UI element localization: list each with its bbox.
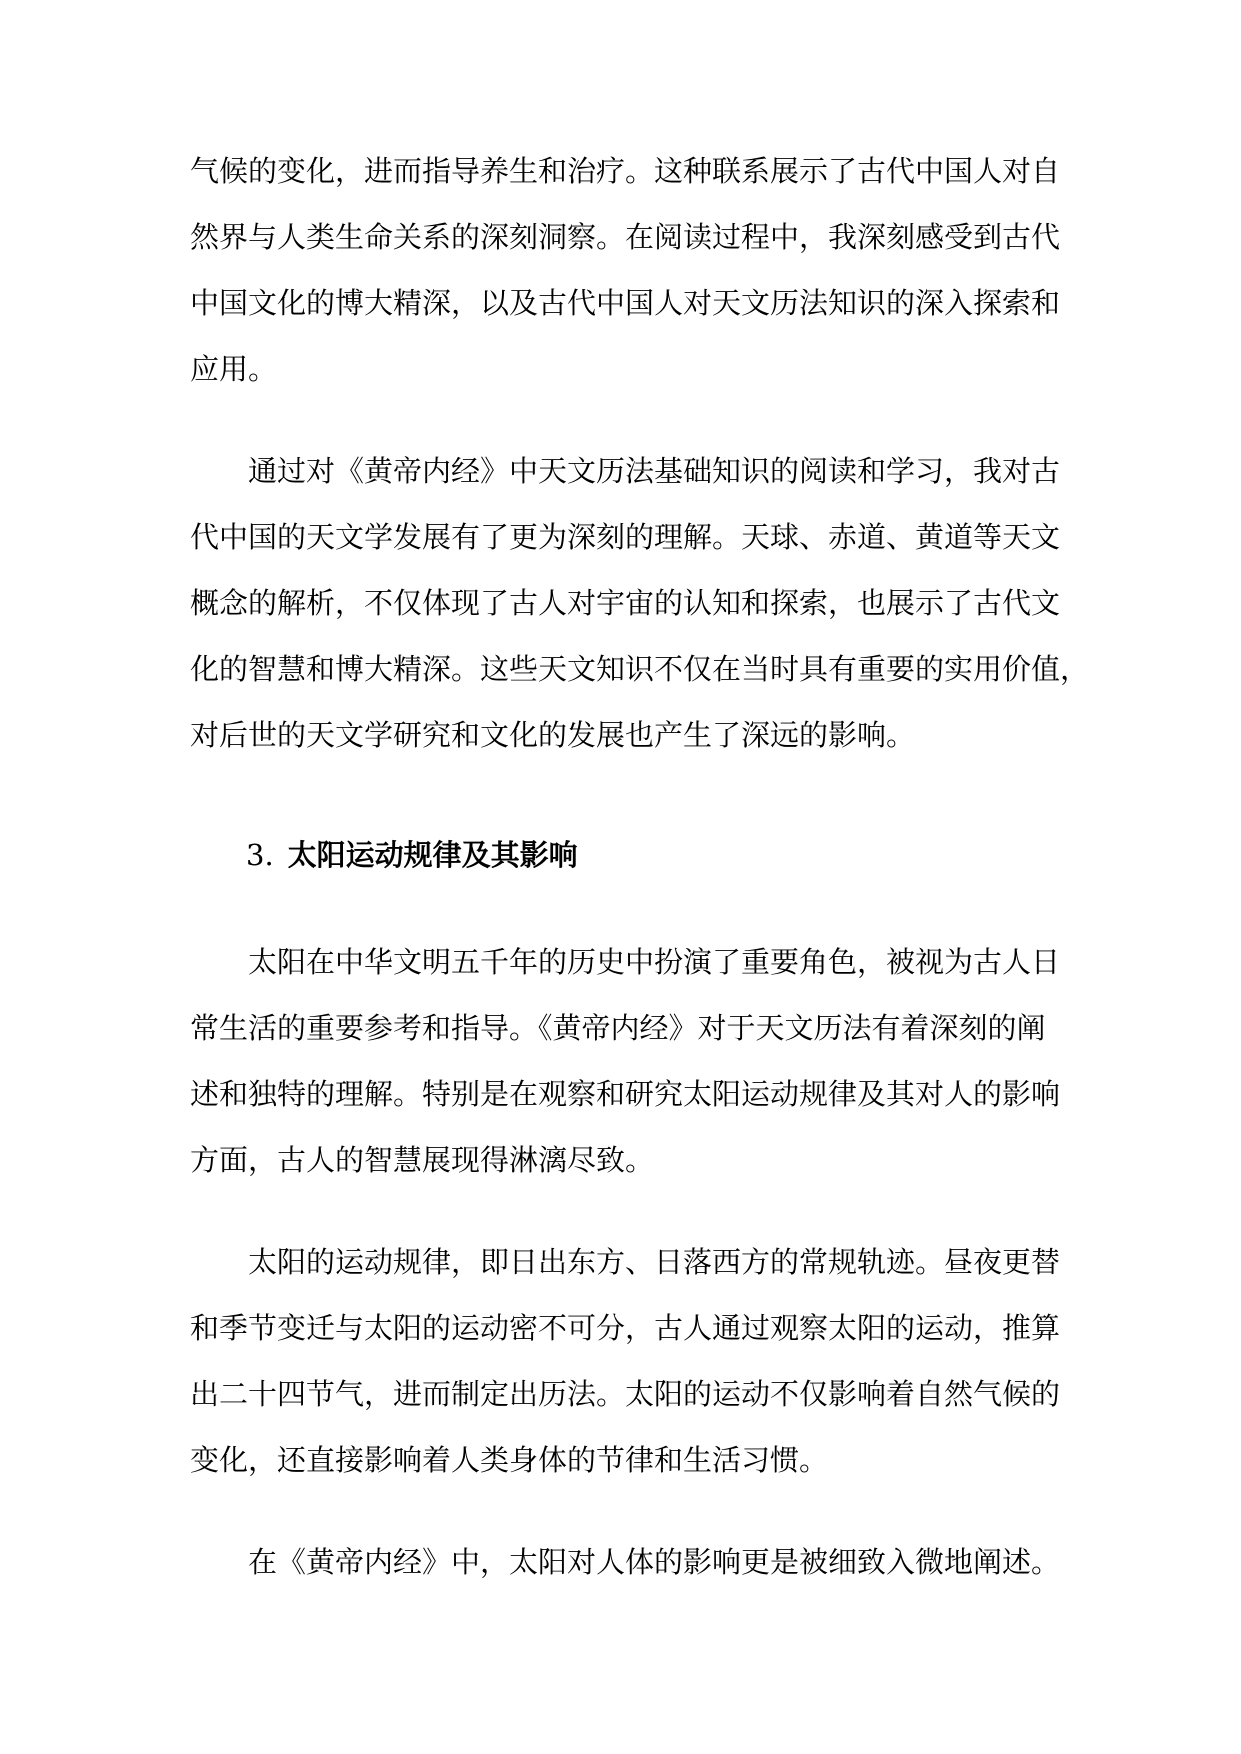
paragraph-sun-body [190,1529,1061,1595]
text-line: 和季节变迁与太阳的运动密不可分，古人通过观察太阳的运动，推算 [190,1311,1061,1345]
paragraph-sun-motion [190,1229,1061,1493]
text-line: 出二十四节气，进而制定出历法。太阳的运动不仅影响着自然气候的 [190,1377,1061,1411]
text-line: 概念的解析，不仅体现了古人对宇宙的认知和探索，也展示了古代文 [190,586,1061,620]
text-line: 代中国的天文学发展有了更为深刻的理解。天球、赤道、黄道等天文 [190,520,1061,554]
text-line: 中国文化的博大精深，以及古代中国人对天文历法知识的深入探索和 [190,286,1061,320]
section-heading [246,835,578,875]
text-line: 通过对《黄帝内经》中天文历法基础知识的阅读和学习，我对古 [248,454,1061,488]
text-line: 对后世的天文学研究和文化的发展也产生了深远的影响。 [190,718,916,752]
text-line: 应用。 [190,352,278,386]
text-line: 太阳在中华文明五千年的历史中扮演了重要角色，被视为古人日 [248,945,1061,979]
paragraph-continued [190,138,1061,402]
section-title: 太阳运动规律及其影响 [287,838,578,872]
text-line: 太阳的运动规律，即日出东方、日落西方的常规轨迹。昼夜更替 [248,1245,1061,1279]
text-line: 常生活的重要参考和指导。《黄帝内经》对于天文历法有着深刻的阐 [190,1011,1046,1045]
text-line: 方面，古人的智慧展现得淋漓尽致。 [190,1143,655,1177]
text-line: 变化，还直接影响着人类身体的节律和生活习惯。 [190,1443,829,1477]
text-line: 化的智慧和博大精深。这些天文知识不仅在当时具有重要的实用价值， [190,652,1090,686]
text-line: 然界与人类生命关系的深刻洞察。在阅读过程中，我深刻感受到古代 [190,220,1061,254]
text-line: 在《黄帝内经》中，太阳对人体的影响更是被细致入微地阐述。 [248,1545,1061,1579]
paragraph-summary [190,438,1090,768]
section-number: 3. [246,838,274,872]
paragraph-sun-role [190,929,1061,1193]
text-line: 气候的变化，进而指导养生和治疗。这种联系展示了古代中国人对自 [190,154,1061,188]
text-line: 述和独特的理解。特别是在观察和研究太阳运动规律及其对人的影响 [190,1077,1061,1111]
